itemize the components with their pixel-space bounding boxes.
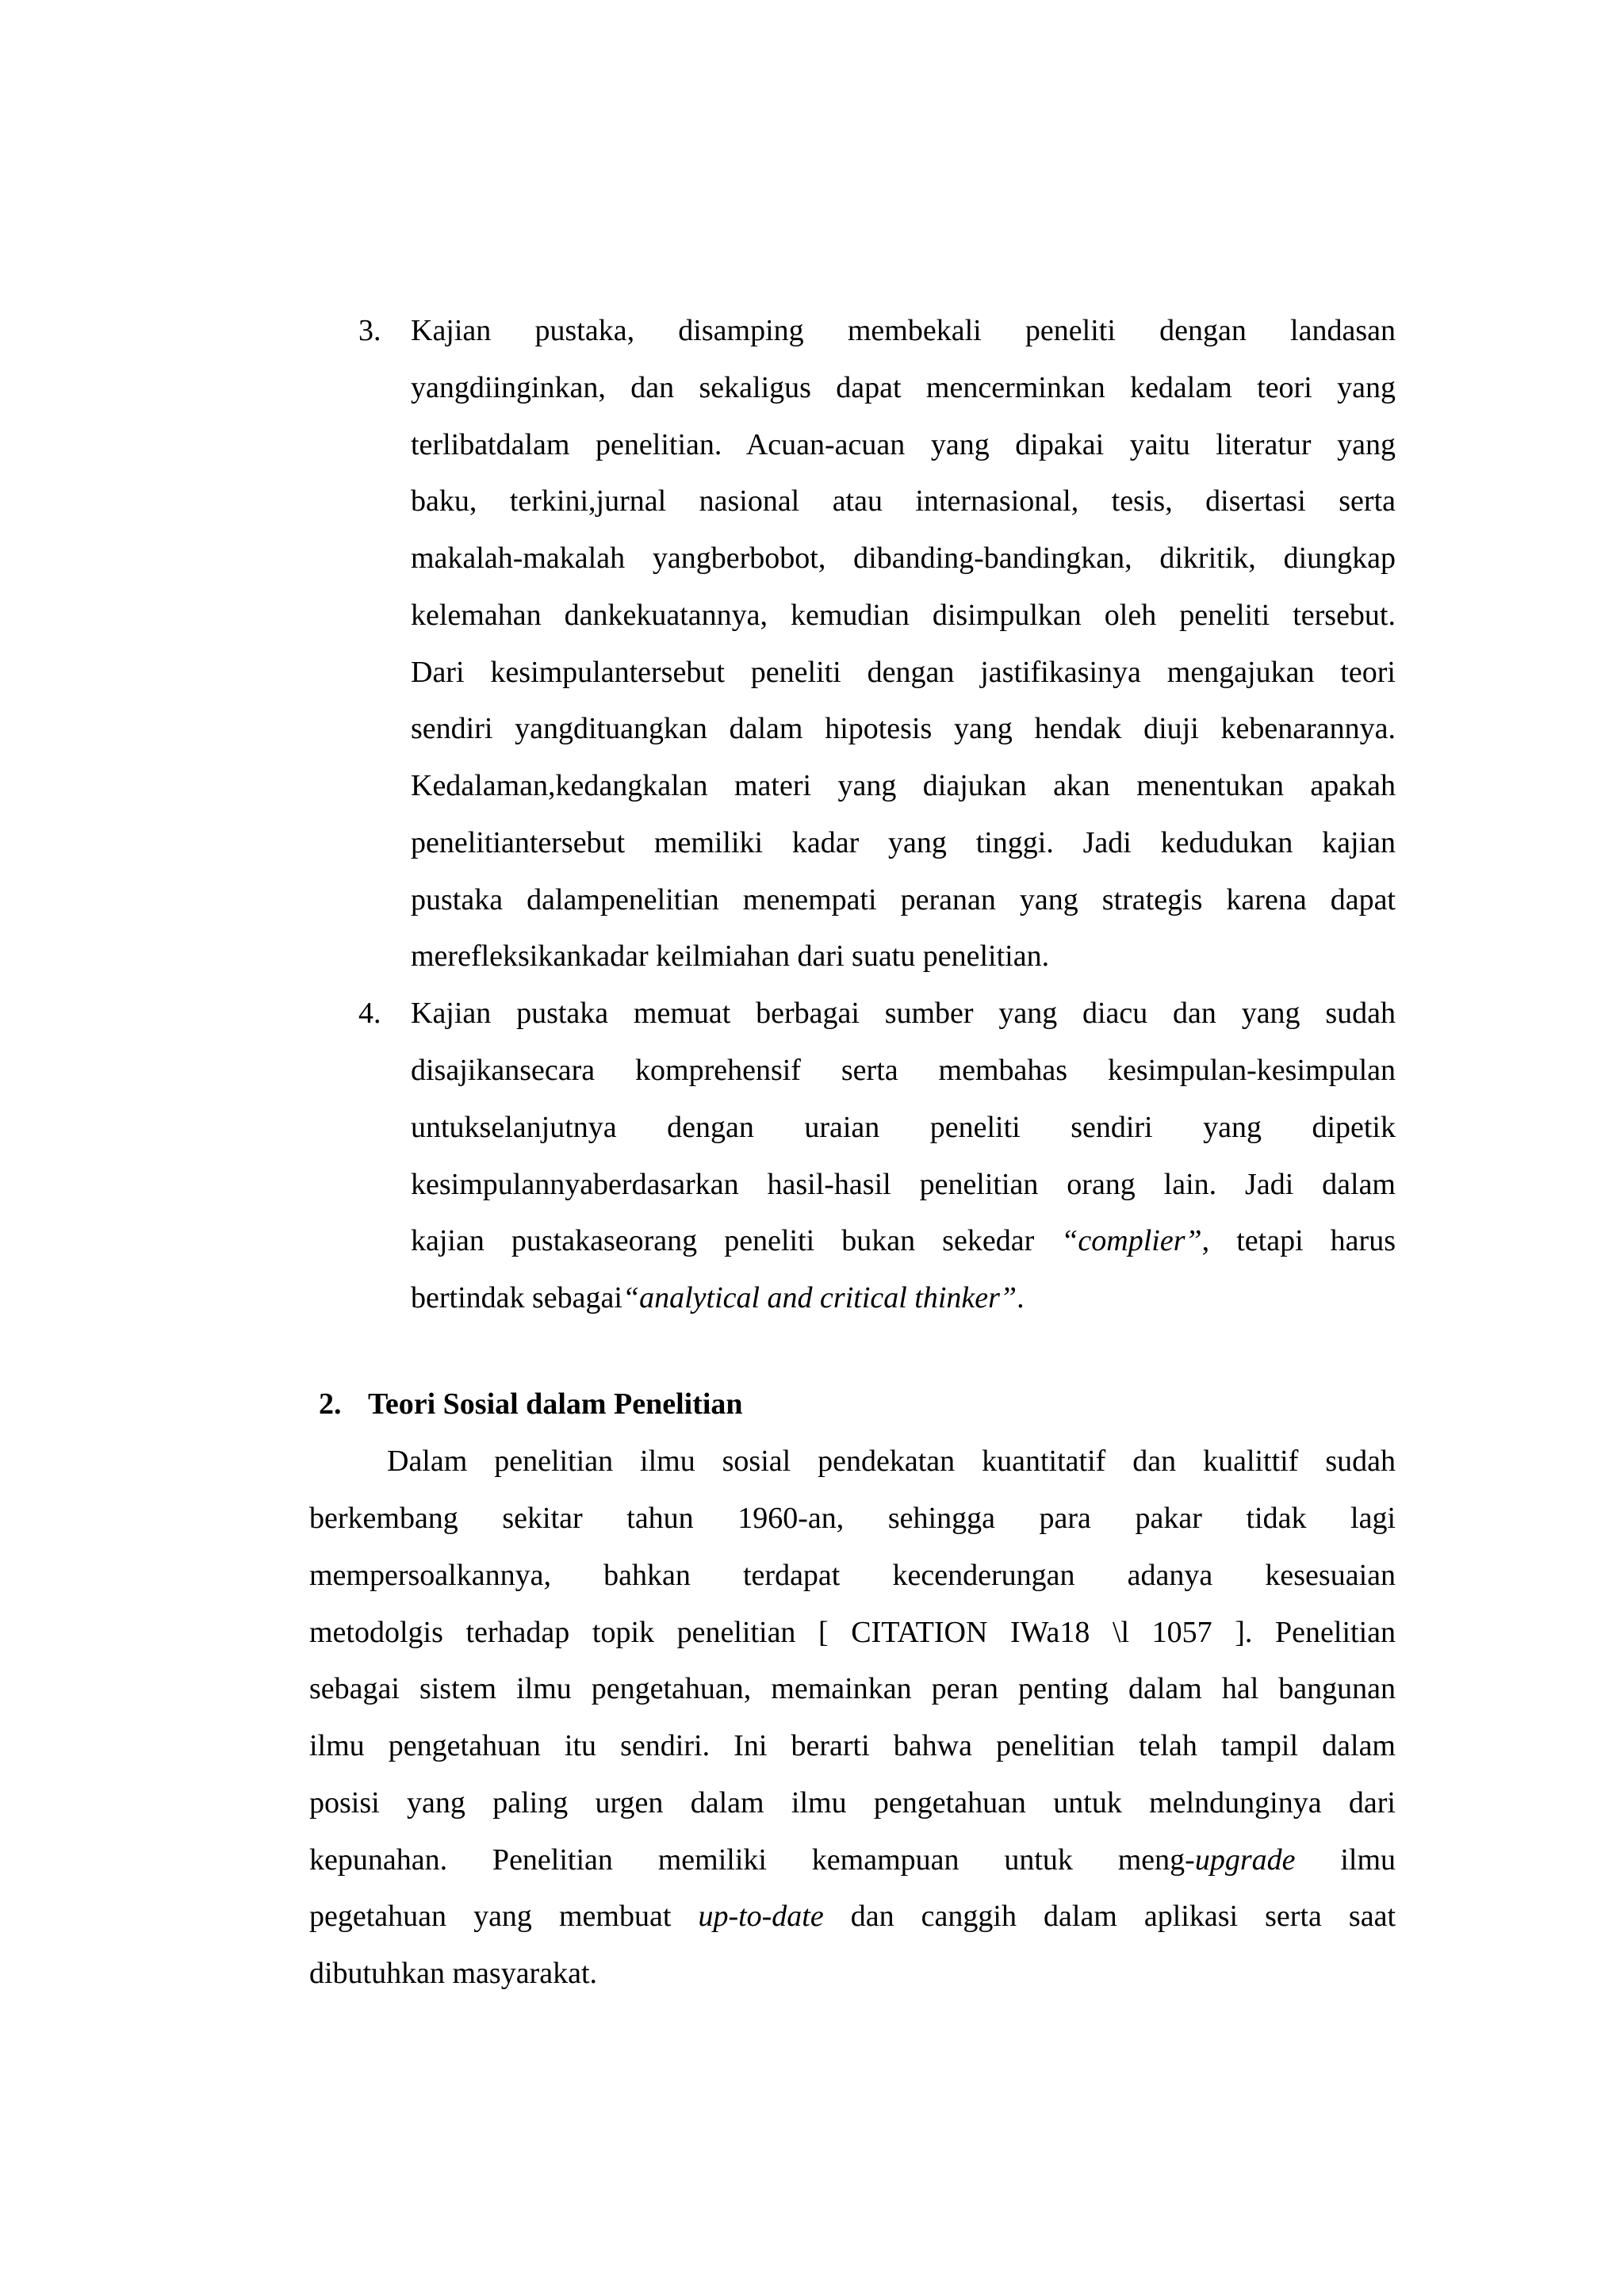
text-run: , tetapi harus [1201, 1224, 1396, 1257]
list-item-3-line: terlibatdalam penelitian. Acuan-acuan yang dipakai yaitu literatur yang [411, 428, 1396, 461]
italic-term-complier: “complier” [1061, 1224, 1202, 1257]
text-run: pegetahuan yang membuat [309, 1900, 699, 1933]
text-run: ilmu [1295, 1843, 1396, 1877]
italic-term-upgrade: upgrade [1194, 1843, 1296, 1877]
italic-term-thinker: “analytical and critical thinker” [622, 1281, 1017, 1314]
paragraph-line: Dalam penelitian ilmu sosial pendekatan kuantitatif dan kualittif sudah [387, 1445, 1396, 1478]
list-item-3-line: penelitiantersebut memiliki kadar yang tinggi. Jadi kedudukan kajian [411, 826, 1396, 859]
list-item-3-line: Kedalaman,kedangkalan materi yang diajukan akan menentukan apakah [411, 769, 1396, 802]
paragraph-line: ilmu pengetahuan itu sendiri. Ini berarti bahwa penelitian telah tampil dalam [309, 1729, 1396, 1762]
list-item-3-line: makalah-makalah yangberbobot, dibanding-bandingkan, dikritik, diungkap [411, 541, 1396, 575]
paragraph-line [309, 1840, 1396, 1880]
text-run: dan canggih dalam aplikasi serta saat [823, 1900, 1396, 1933]
list-item-3-line: Dari kesimpulantersebut peneliti dengan jastifikasinya mengajukan teori [411, 656, 1396, 689]
list-item-4-line [411, 1278, 1025, 1318]
list-item-3-line: pustaka dalampenelitian menempati peranan yang strategis karena dapat [411, 883, 1396, 916]
text-run: . [1017, 1281, 1025, 1314]
list-number-4: 4. [358, 997, 381, 1030]
list-item-3-line: kelemahan dankekuatannya, kemudian disimpulkan oleh peneliti tersebut. [411, 599, 1396, 632]
section-heading [319, 1384, 743, 1424]
list-item-4-line: disajikansecara komprehensif serta membahas kesimpulan-kesimpulan [411, 1054, 1396, 1087]
list-item-3-line: baku, terkini,jurnal nasional atau internasional, tesis, disertasi serta [411, 484, 1396, 518]
text-run: kepunahan. Penelitian memiliki kemampuan untuk meng- [309, 1843, 1195, 1877]
section-number: 2. [319, 1387, 342, 1421]
paragraph-line: sebagai sistem ilmu pengetahuan, memainkan peran penting dalam hal bangunan [309, 1672, 1396, 1705]
list-item-3-line: merefleksikankadar keilmiahan dari suatu penelitian. [411, 939, 1050, 973]
section-title: Teori Sosial dalam Penelitian [368, 1387, 743, 1421]
list-item-3-line: yangdiinginkan, dan sekaligus dapat mencerminkan kedalam teori yang [411, 371, 1396, 404]
text-run: kajian pustakaseorang peneliti bukan sekedar [411, 1224, 1062, 1257]
italic-term-up-to-date: up-to-date [698, 1900, 824, 1933]
list-item-4-line: untukselanjutnya dengan uraian peneliti sendiri yang dipetik [411, 1111, 1396, 1144]
list-number-3: 3. [358, 314, 381, 347]
list-item-4-line: kesimpulannyaberdasarkan hasil-hasil penelitian orang lain. Jadi dalam [411, 1168, 1396, 1201]
list-item-3-line: sendiri yangdituangkan dalam hipotesis yang hendak diuji kebenarannya. [411, 712, 1396, 745]
paragraph-line: mempersoalkannya, bahkan terdapat kecenderungan adanya kesesuaian [309, 1559, 1396, 1592]
list-item-4-line [411, 1221, 1396, 1261]
text-run: bertindak sebagai [411, 1281, 622, 1314]
list-item-3-line: Kajian pustaka, disamping membekali peneliti dengan landasan [411, 314, 1396, 347]
paragraph-line: dibutuhkan masyarakat. [309, 1957, 598, 1990]
paragraph-line [309, 1896, 1396, 1936]
paragraph-line: berkembang sekitar tahun 1960-an, sehingga para pakar tidak lagi [309, 1502, 1396, 1535]
paragraph-line: metodolgis terhadap topik penelitian [ CITATION IWa18 \l 1057 ]. Penelitian [309, 1616, 1396, 1649]
list-item-4-line: Kajian pustaka memuat berbagai sumber yang diacu dan yang sudah [411, 997, 1396, 1030]
paragraph-line: posisi yang paling urgen dalam ilmu pengetahuan untuk melndunginya dari [309, 1786, 1396, 1820]
